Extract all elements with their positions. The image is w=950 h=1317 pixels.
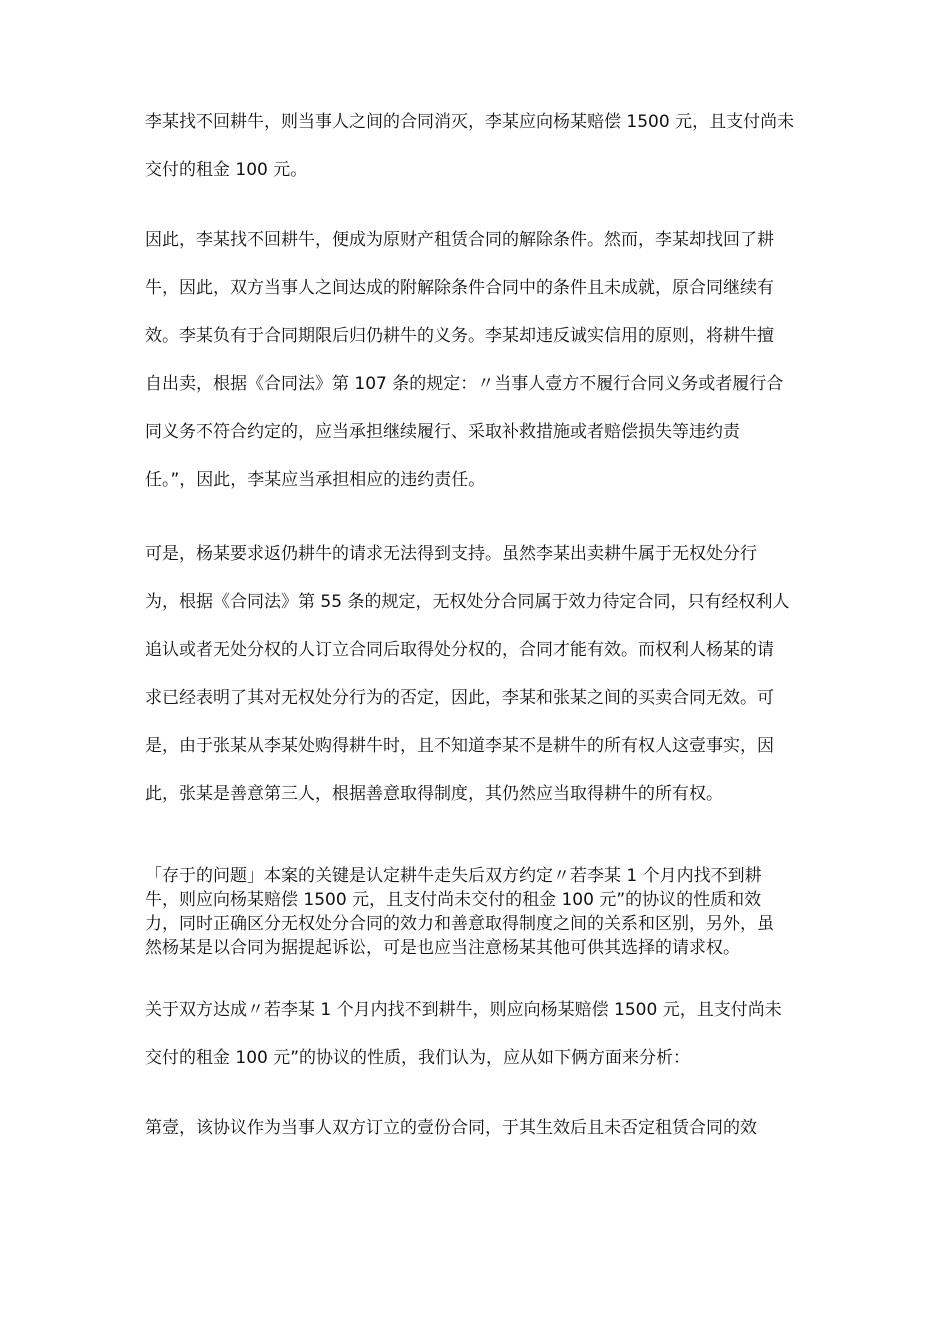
text-line: 此，张某是善意第三人，根据善意取得制度，其仍然应当取得耕牛的所有权。 xyxy=(145,784,723,804)
text-line: 同义务不符合约定的，应当承担继续履行、采取补救措施或者赔偿损失等违约责 xyxy=(145,422,740,442)
paragraph-compensation-agreement xyxy=(145,112,815,208)
text-line: 求已经表明了其对无权处分行为的否定，因此，李某和张某之间的买卖合同无效。可 xyxy=(145,688,774,708)
text-line: 交付的租金 100 元”的协议的性质，我们认为，应从如下俩方面来分析： xyxy=(145,1048,691,1068)
text-line: 牛，则应向杨某赔偿 1500 元，且支付尚未交付的租金 100 元”的协议的性质和效 xyxy=(145,890,762,910)
paragraph-agreement-nature xyxy=(145,1000,815,1096)
text-line: 第壹，该协议作为当事人双方订立的壹份合同，于其生效后且未否定租赁合同的效 xyxy=(145,1118,757,1138)
text-line: 李某找不回耕牛，则当事人之间的合同消灭，李某应向杨某赔偿 1500 元，且支付尚未 xyxy=(145,112,795,132)
text-line: 效。李某负有于合同期限后归仍耕牛的义务。李某却违反诚实信用的原则，将耕牛擅 xyxy=(145,326,774,346)
paragraph-unauthorized-disposal xyxy=(145,544,815,832)
paragraph-breach-liability xyxy=(145,230,815,518)
text-line: 牛，因此，双方当事人之间达成的附解除条件合同中的条件且未成就，原合同继续有 xyxy=(145,278,774,298)
text-line: 为，根据《合同法》第 55 条的规定，无权处分合同属于效力待定合同，只有经权利人 xyxy=(145,592,790,612)
text-line: 任。”，因此，李某应当承担相应的违约责任。 xyxy=(145,470,486,490)
text-line: 交付的租金 100 元。 xyxy=(145,160,308,180)
text-line: 自出卖，根据《合同法》第 107 条的规定：〃当事人壹方不履行合同义务或者履行合 xyxy=(145,374,784,394)
paragraph-first-point xyxy=(145,1118,815,1166)
text-line: 追认或者无处分权的人订立合同后取得处分权的，合同才能有效。而权利人杨某的请 xyxy=(145,640,774,660)
text-line: 是，由于张某从李某处购得耕牛时，且不知道李某不是耕牛的所有权人这壹事实，因 xyxy=(145,736,774,756)
text-line: 因此，李某找不回耕牛，便成为原财产租赁合同的解除条件。然而，李某却找回了耕 xyxy=(145,230,774,250)
text-line: 然杨某是以合同为据提起诉讼，可是也应当注意杨某其他可供其选择的请求权。 xyxy=(145,938,740,958)
text-line: 关于双方达成〃若李某 1 个月内找不到耕牛，则应向杨某赔偿 1500 元，且支付尚未 xyxy=(145,1000,782,1020)
text-line: 「存于的问题」本案的关键是认定耕牛走失后双方约定〃若李某 1 个月内找不到耕 xyxy=(145,866,762,886)
text-line: 力，同时正确区分无权处分合同的效力和善意取得制度之间的关系和区别，另外，虽 xyxy=(145,914,774,934)
paragraph-existing-issues xyxy=(145,866,815,962)
text-line: 可是，杨某要求返仍耕牛的请求无法得到支持。虽然李某出卖耕牛属于无权处分行 xyxy=(145,544,757,564)
